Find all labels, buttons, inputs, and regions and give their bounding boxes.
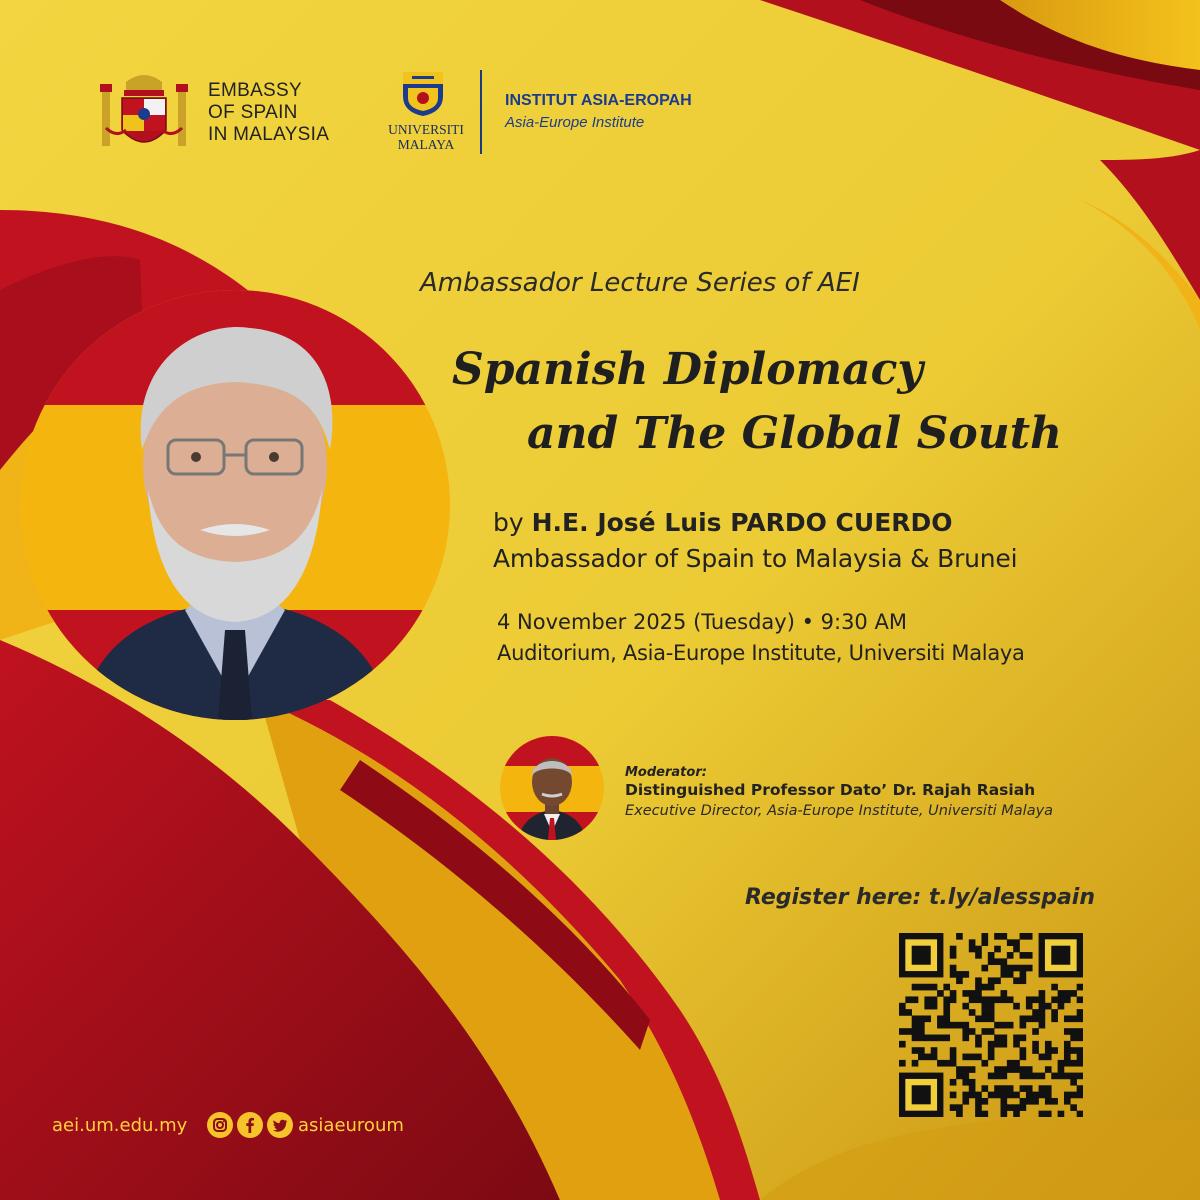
um-crest-icon bbox=[400, 68, 446, 118]
speaker-role: Ambassador of Spain to Malaysia & Brunei bbox=[493, 544, 1018, 573]
speaker-line bbox=[493, 508, 953, 537]
facebook-icon[interactable] bbox=[237, 1112, 263, 1138]
social-handle[interactable]: asiaeuroum bbox=[298, 1115, 404, 1136]
embassy-line-2: OF SPAIN bbox=[208, 102, 298, 123]
speaker-prefix: by bbox=[493, 508, 532, 537]
universiti-malaya-logo bbox=[378, 66, 474, 158]
moderator-portrait bbox=[500, 736, 604, 840]
event-title-line-2: and The Global South bbox=[527, 408, 1063, 459]
event-date-time: 4 November 2025 (Tuesday) • 9:30 AM bbox=[497, 610, 907, 634]
um-name-line-1: UNIVERSITI bbox=[388, 122, 464, 137]
embassy-line-3: IN MALAYSIA bbox=[208, 124, 330, 145]
register-link[interactable]: Register here: t.ly/alesspain bbox=[745, 885, 1095, 910]
instagram-icon[interactable] bbox=[207, 1112, 233, 1138]
spanish-coat-of-arms-icon bbox=[96, 68, 192, 160]
moderator-role: Executive Director, Asia-Europe Institute, Universiti Malaya bbox=[625, 803, 1054, 819]
moderator-label: Moderator: bbox=[625, 765, 707, 780]
moderator-name: Distinguished Professor Dato’ Dr. Rajah Rasiah bbox=[625, 781, 1036, 799]
event-title-line-1: Spanish Diplomacy bbox=[452, 344, 923, 395]
lecture-series: Ambassador Lecture Series of AEI bbox=[420, 268, 860, 298]
embassy-line-1: EMBASSY bbox=[208, 80, 302, 101]
logo-divider bbox=[480, 70, 482, 154]
registration-qr-code[interactable] bbox=[899, 933, 1083, 1117]
twitter-icon[interactable] bbox=[267, 1112, 293, 1138]
speaker-photo bbox=[20, 290, 450, 720]
institute-name: INSTITUT ASIA-EROPAH bbox=[505, 92, 692, 109]
website-link[interactable]: aei.um.edu.my bbox=[52, 1115, 188, 1136]
um-name-line-2: MALAYA bbox=[397, 137, 455, 152]
embassy-name bbox=[208, 80, 329, 146]
speaker-name: H.E. José Luis PARDO CUERDO bbox=[531, 508, 953, 537]
moderator-photo bbox=[500, 736, 604, 840]
speaker-portrait bbox=[20, 290, 450, 720]
event-venue: Auditorium, Asia-Europe Institute, Universiti Malaya bbox=[497, 641, 1025, 665]
institute-subtitle: Asia-Europe Institute bbox=[505, 114, 645, 131]
